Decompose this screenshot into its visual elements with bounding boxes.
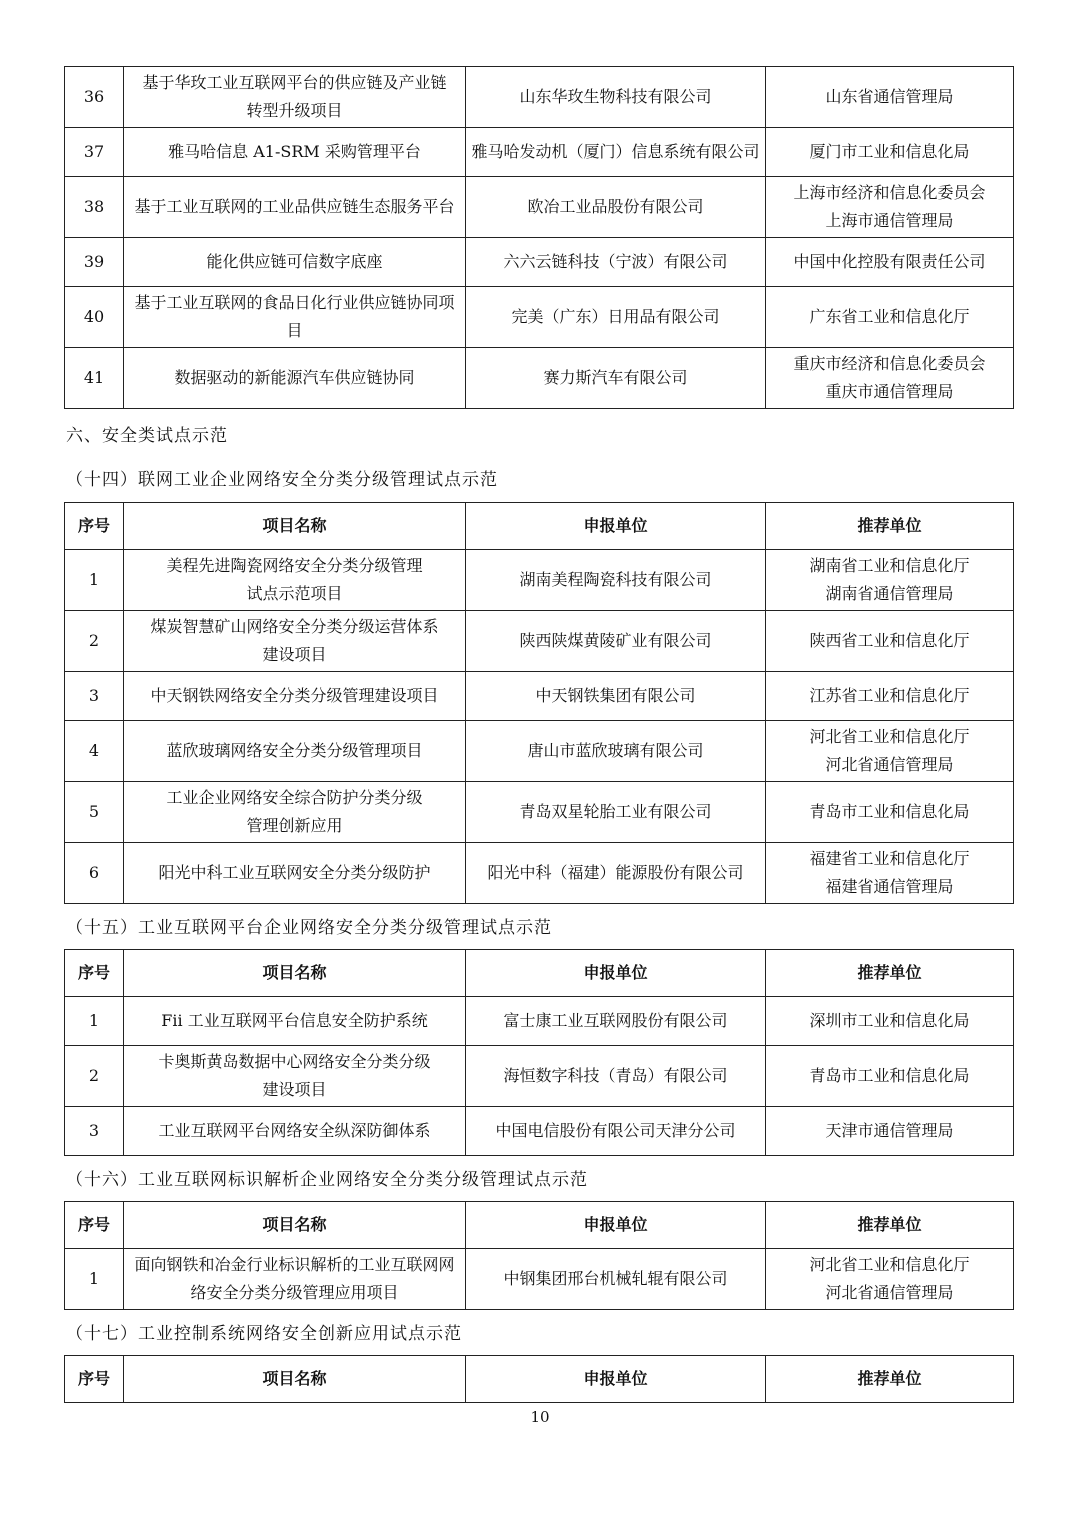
- cell-applicant-line: 富士康工业互联网股份有限公司: [503, 1011, 728, 1030]
- cell-recommender-line: 重庆市通信管理局: [825, 382, 954, 401]
- cell-recommender: [766, 128, 1014, 177]
- cell-project-name: [124, 672, 466, 721]
- table-subsection-14: [64, 502, 1014, 904]
- table-row: [65, 611, 1014, 672]
- header-recommender: 推荐单位: [766, 1202, 1014, 1249]
- cell-project-name: [124, 782, 466, 843]
- table-row: [65, 721, 1014, 782]
- cell-recommender: [766, 1107, 1014, 1156]
- cell-no: 2: [65, 1046, 124, 1107]
- cell-project-name: [124, 128, 466, 177]
- cell-applicant: [466, 1046, 766, 1107]
- cell-recommender: [766, 672, 1014, 721]
- cell-project-name-line: 工业互联网平台网络安全纵深防御体系: [158, 1121, 431, 1140]
- cell-recommender: [766, 1249, 1014, 1310]
- table-row: [65, 843, 1014, 904]
- table-row: [65, 348, 1014, 409]
- cell-project-name: [124, 843, 466, 904]
- cell-project-name-line: Fii 工业互联网平台信息安全防护系统: [161, 1011, 428, 1030]
- cell-applicant-line: 海恒数字科技（青岛）有限公司: [503, 1066, 728, 1085]
- cell-recommender-line: 重庆市经济和信息化委员会: [793, 354, 986, 373]
- header-applicant: 申报单位: [466, 950, 766, 997]
- header-applicant: 申报单位: [466, 1202, 766, 1249]
- cell-no: 4: [65, 721, 124, 782]
- header-applicant: 申报单位: [466, 1356, 766, 1403]
- cell-recommender-line: 青岛市工业和信息化局: [809, 1066, 970, 1085]
- table-row: [65, 1107, 1014, 1156]
- cell-recommender-line: 上海市通信管理局: [825, 211, 954, 230]
- table-row: [65, 67, 1014, 128]
- cell-applicant: [466, 721, 766, 782]
- table-row: [65, 782, 1014, 843]
- table-row: [65, 177, 1014, 238]
- cell-applicant-line: 完美（广东）日用品有限公司: [511, 307, 720, 326]
- cell-applicant-line: 六六云链科技（宁波）有限公司: [503, 252, 728, 271]
- subsection-title-14: （十四）联网工业企业网络安全分类分级管理试点示范: [66, 470, 498, 490]
- table-row: [65, 287, 1014, 348]
- cell-recommender: [766, 177, 1014, 238]
- cell-applicant: [466, 348, 766, 409]
- cell-recommender-line: 湖南省工业和信息化厅: [809, 556, 970, 575]
- cell-applicant-line: 青岛双星轮胎工业有限公司: [519, 802, 712, 821]
- cell-no: 39: [65, 238, 124, 287]
- cell-project-name-line: 目: [286, 321, 303, 340]
- cell-project-name: [124, 238, 466, 287]
- header-no: 序号: [65, 950, 124, 997]
- cell-project-name-line: 数据驱动的新能源汽车供应链协同: [174, 368, 415, 387]
- cell-recommender: [766, 348, 1014, 409]
- cell-recommender-line: 山东省通信管理局: [825, 87, 954, 106]
- cell-no: 2: [65, 611, 124, 672]
- cell-applicant-line: 唐山市蓝欣玻璃有限公司: [527, 741, 704, 760]
- table-row: [65, 128, 1014, 177]
- cell-project-name-line: 美程先进陶瓷网络安全分类分级管理: [166, 556, 423, 575]
- section-heading-security: 六、安全类试点示范: [66, 426, 228, 446]
- table-row: [65, 1046, 1014, 1107]
- cell-applicant-line: 湖南美程陶瓷科技有限公司: [519, 570, 712, 589]
- cell-recommender-line: 青岛市工业和信息化局: [809, 802, 970, 821]
- cell-applicant: [466, 550, 766, 611]
- cell-applicant-line: 雅马哈发动机（厦门）信息系统有限公司: [471, 142, 760, 161]
- cell-applicant: [466, 177, 766, 238]
- cell-recommender-line: 河北省通信管理局: [825, 755, 954, 774]
- cell-project-name: [124, 1046, 466, 1107]
- cell-recommender-line: 上海市经济和信息化委员会: [793, 183, 986, 202]
- cell-recommender-line: 深圳市工业和信息化局: [809, 1011, 970, 1030]
- cell-recommender: [766, 550, 1014, 611]
- cell-project-name: [124, 550, 466, 611]
- cell-project-name-line: 雅马哈信息 A1-SRM 采购管理平台: [168, 142, 421, 161]
- cell-applicant-line: 赛力斯汽车有限公司: [543, 368, 688, 387]
- cell-no: 3: [65, 672, 124, 721]
- cell-project-name: [124, 1107, 466, 1156]
- cell-recommender-line: 江苏省工业和信息化厅: [809, 686, 970, 705]
- cell-project-name-line: 中天钢铁网络安全分类分级管理建设项目: [150, 686, 439, 705]
- header-recommender: 推荐单位: [766, 503, 1014, 550]
- subsection-title-15: （十五）工业互联网平台企业网络安全分类分级管理试点示范: [66, 918, 552, 938]
- cell-no: 1: [65, 550, 124, 611]
- cell-recommender-line: 福建省工业和信息化厅: [809, 849, 970, 868]
- table-header-row: [65, 1202, 1014, 1249]
- cell-applicant: [466, 843, 766, 904]
- page-number: 10: [530, 1408, 550, 1426]
- cell-project-name: [124, 611, 466, 672]
- table-subsection-17: [64, 1355, 1014, 1403]
- cell-no: 5: [65, 782, 124, 843]
- cell-recommender-line: 福建省通信管理局: [825, 877, 954, 896]
- header-recommender: 推荐单位: [766, 1356, 1014, 1403]
- cell-project-name-line: 煤炭智慧矿山网络安全分类分级运营体系: [150, 617, 439, 636]
- cell-no: 6: [65, 843, 124, 904]
- cell-project-name-line: 能化供应链可信数字底座: [206, 252, 383, 271]
- cell-project-name-line: 基于工业互联网的工业品供应链生态服务平台: [134, 197, 455, 216]
- cell-applicant: [466, 672, 766, 721]
- cell-project-name-line: 转型升级项目: [246, 101, 343, 120]
- cell-applicant: [466, 1249, 766, 1310]
- cell-recommender: [766, 721, 1014, 782]
- cell-project-name-line: 管理创新应用: [246, 816, 343, 835]
- header-name: 项目名称: [124, 1356, 466, 1403]
- cell-recommender: [766, 287, 1014, 348]
- cell-recommender: [766, 997, 1014, 1046]
- cell-applicant-line: 中天钢铁集团有限公司: [535, 686, 696, 705]
- cell-no: 41: [65, 348, 124, 409]
- cell-project-name: [124, 997, 466, 1046]
- cell-recommender: [766, 611, 1014, 672]
- cell-project-name: [124, 721, 466, 782]
- cell-recommender-line: 广东省工业和信息化厅: [809, 307, 970, 326]
- cell-applicant-line: 山东华玫生物科技有限公司: [519, 87, 712, 106]
- cell-applicant-line: 欧冶工业品股份有限公司: [527, 197, 704, 216]
- cell-project-name-line: 建设项目: [262, 1080, 327, 1099]
- cell-applicant: [466, 997, 766, 1046]
- cell-applicant: [466, 128, 766, 177]
- table-supply-chain-continued: [64, 66, 1014, 409]
- cell-project-name-line: 蓝欣玻璃网络安全分类分级管理项目: [166, 741, 423, 760]
- cell-no: 36: [65, 67, 124, 128]
- cell-project-name-line: 络安全分类分级管理应用项目: [190, 1283, 399, 1302]
- table-subsection-15: [64, 949, 1014, 1156]
- cell-project-name-line: 阳光中科工业互联网安全分类分级防护: [158, 863, 431, 882]
- cell-applicant-line: 阳光中科（福建）能源股份有限公司: [487, 863, 744, 882]
- header-name: 项目名称: [124, 950, 466, 997]
- cell-project-name-line: 卡奥斯黄岛数据中心网络安全分类分级: [158, 1052, 431, 1071]
- cell-applicant: [466, 1107, 766, 1156]
- cell-project-name-line: 建设项目: [262, 645, 327, 664]
- cell-project-name: [124, 67, 466, 128]
- header-no: 序号: [65, 503, 124, 550]
- document-page: [64, 66, 1013, 1403]
- header-applicant: 申报单位: [466, 503, 766, 550]
- cell-applicant-line: 陕西陕煤黄陵矿业有限公司: [519, 631, 712, 650]
- header-no: 序号: [65, 1202, 124, 1249]
- table-row: [65, 672, 1014, 721]
- cell-project-name-line: 基于工业互联网的食品日化行业供应链协同项: [134, 293, 455, 312]
- cell-recommender-line: 河北省通信管理局: [825, 1283, 954, 1302]
- cell-recommender: [766, 782, 1014, 843]
- cell-project-name-line: 试点示范项目: [246, 584, 343, 603]
- table-header-row: [65, 950, 1014, 997]
- cell-applicant-line: 中钢集团邢台机械轧辊有限公司: [503, 1269, 728, 1288]
- table-header-row: [65, 503, 1014, 550]
- cell-recommender-line: 厦门市工业和信息化局: [809, 142, 970, 161]
- cell-recommender-line: 天津市通信管理局: [825, 1121, 954, 1140]
- header-name: 项目名称: [124, 1202, 466, 1249]
- cell-applicant: [466, 287, 766, 348]
- table-subsection-16: [64, 1201, 1014, 1310]
- cell-recommender: [766, 67, 1014, 128]
- header-recommender: 推荐单位: [766, 950, 1014, 997]
- table-header-row: [65, 1356, 1014, 1403]
- cell-project-name-line: 基于华玫工业互联网平台的供应链及产业链: [142, 73, 447, 92]
- cell-applicant: [466, 67, 766, 128]
- header-no: 序号: [65, 1356, 124, 1403]
- cell-recommender: [766, 238, 1014, 287]
- header-name: 项目名称: [124, 503, 466, 550]
- cell-no: 40: [65, 287, 124, 348]
- cell-applicant-line: 中国电信股份有限公司天津分公司: [495, 1121, 736, 1140]
- cell-recommender-line: 河北省工业和信息化厅: [809, 1255, 970, 1274]
- cell-project-name: [124, 1249, 466, 1310]
- cell-recommender-line: 陕西省工业和信息化厅: [809, 631, 970, 650]
- subsection-title-16: （十六）工业互联网标识解析企业网络安全分类分级管理试点示范: [66, 1170, 588, 1190]
- cell-no: 37: [65, 128, 124, 177]
- cell-applicant: [466, 782, 766, 843]
- cell-applicant: [466, 611, 766, 672]
- cell-project-name-line: 面向钢铁和冶金行业标识解析的工业互联网网: [134, 1255, 455, 1274]
- cell-project-name: [124, 177, 466, 238]
- cell-no: 3: [65, 1107, 124, 1156]
- cell-recommender-line: 河北省工业和信息化厅: [809, 727, 970, 746]
- cell-recommender-line: 湖南省通信管理局: [825, 584, 954, 603]
- cell-no: 38: [65, 177, 124, 238]
- cell-recommender-line: 中国中化控股有限责任公司: [793, 252, 986, 271]
- table-row: [65, 997, 1014, 1046]
- cell-no: 1: [65, 1249, 124, 1310]
- cell-no: 1: [65, 997, 124, 1046]
- cell-recommender: [766, 843, 1014, 904]
- cell-project-name-line: 工业企业网络安全综合防护分类分级: [166, 788, 423, 807]
- cell-project-name: [124, 348, 466, 409]
- cell-recommender: [766, 1046, 1014, 1107]
- table-row: [65, 550, 1014, 611]
- table-row: [65, 1249, 1014, 1310]
- cell-project-name: [124, 287, 466, 348]
- subsection-title-17: （十七）工业控制系统网络安全创新应用试点示范: [66, 1324, 462, 1344]
- cell-applicant: [466, 238, 766, 287]
- table-row: [65, 238, 1014, 287]
